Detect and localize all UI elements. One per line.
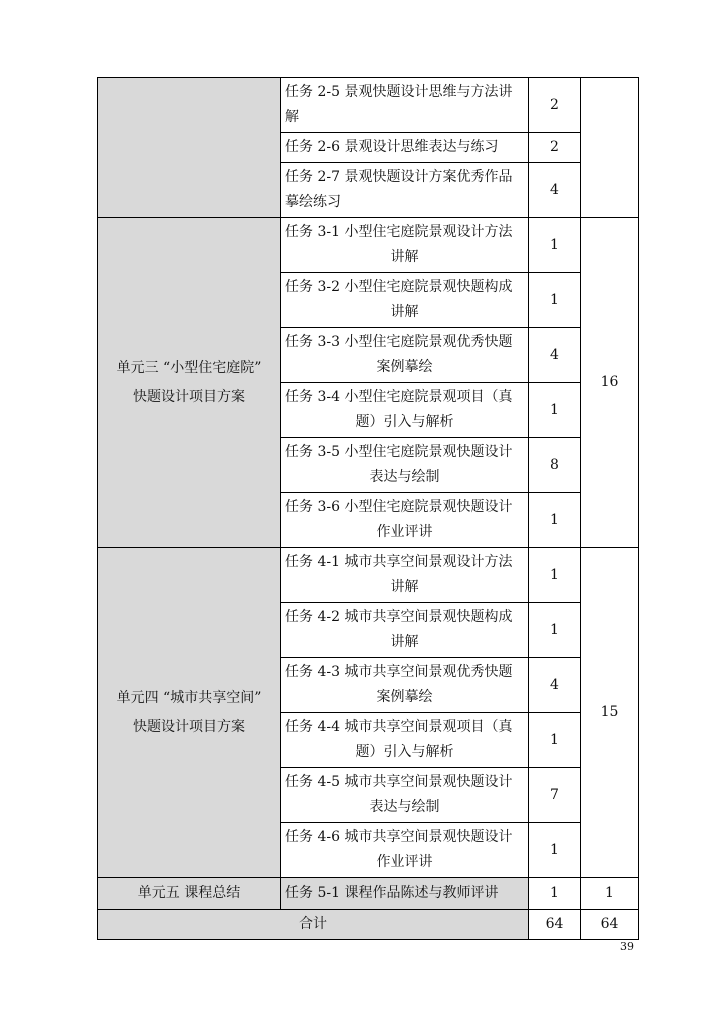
task-line1: 任务 4-2 城市共享空间景观快题构成: [285, 609, 513, 625]
task-line1: 任务 3-5 小型住宅庭院景观快题设计: [285, 444, 513, 460]
hours-cell: 4: [529, 658, 581, 713]
hours-cell: 1: [529, 218, 581, 273]
unit4-name-line1: 单元四 “城市共享空间”: [116, 689, 262, 706]
table-row: [98, 878, 639, 910]
task-cell: [281, 273, 529, 328]
unit3-name-cell: [98, 218, 281, 548]
task-cell: [281, 713, 529, 768]
hours-cell: 8: [529, 438, 581, 493]
task-cell: [281, 328, 529, 383]
page-number: 39: [620, 940, 634, 953]
summary-total: 64: [581, 910, 639, 940]
hours-cell: 2: [529, 78, 581, 133]
task-cell: [281, 493, 529, 548]
summary-label: 合计: [98, 910, 529, 940]
hours-cell: 1: [529, 493, 581, 548]
task-cell: [281, 823, 529, 878]
unit4-name-line2: 快题设计项目方案: [133, 718, 245, 735]
task-line2: 题）引入与解析: [355, 744, 454, 760]
task-line2: 题）引入与解析: [355, 414, 454, 430]
unit4-name-cell: [98, 548, 281, 878]
unit2-name-cell: [98, 78, 281, 218]
task-cell: [281, 133, 529, 163]
task-line1: 任务 4-1 城市共享空间景观设计方法: [285, 554, 513, 570]
task-line2: 表达与绘制: [369, 799, 440, 815]
table-row: [98, 218, 639, 273]
summary-row: [98, 910, 639, 940]
task-cell: [281, 438, 529, 493]
hours-cell: 1: [529, 383, 581, 438]
unit2-total-cell: [581, 78, 639, 218]
summary-hours: 64: [529, 910, 581, 940]
hours-cell: 1: [529, 273, 581, 328]
task-line1: 任务 3-2 小型住宅庭院景观快题构成: [285, 279, 513, 295]
unit5-name-cell: 单元五 课程总结: [98, 878, 281, 910]
table-row: [98, 548, 639, 603]
hours-cell: 4: [529, 328, 581, 383]
hours-cell: 2: [529, 133, 581, 163]
unit3-name-line1: 单元三 “小型住宅庭院”: [116, 359, 262, 376]
hours-cell: 1: [529, 548, 581, 603]
task-line1: 任务 4-3 城市共享空间景观优秀快题: [285, 664, 513, 680]
task-line2: 讲解: [390, 304, 419, 320]
task-cell: [281, 768, 529, 823]
task-line1: 任务 4-4 城市共享空间景观项目（真: [285, 719, 513, 735]
task-line2: 作业评讲: [376, 524, 433, 540]
task-cell: [281, 658, 529, 713]
task-text: 任务 2-6 景观设计思维表达与练习: [285, 139, 499, 155]
task-line1: 任务 4-6 城市共享空间景观快题设计: [285, 829, 513, 845]
task-line1: 任务 4-5 城市共享空间景观快题设计: [285, 774, 513, 790]
task-line2: 讲解: [390, 249, 419, 265]
task-line2: 讲解: [390, 634, 419, 650]
hours-cell: 7: [529, 768, 581, 823]
task-text: 任务 2-7 景观快题设计方案优秀作品摹绘练习: [285, 169, 513, 210]
task-cell: [281, 218, 529, 273]
unit4-total-cell: 15: [581, 548, 639, 878]
task-cell: [281, 603, 529, 658]
task-line1: 任务 3-6 小型住宅庭院景观快题设计: [285, 499, 513, 515]
task-text: 任务 2-5 景观快题设计思维与方法讲解: [285, 84, 513, 125]
hours-cell: 1: [529, 713, 581, 768]
task-line2: 讲解: [390, 579, 419, 595]
hours-cell: 1: [529, 823, 581, 878]
unit3-total-cell: 16: [581, 218, 639, 548]
task-line2: 表达与绘制: [369, 469, 440, 485]
task-cell: [281, 878, 529, 910]
task-line2: 作业评讲: [376, 854, 433, 870]
task-text: 任务 5-1 课程作品陈述与教师评讲: [285, 885, 499, 901]
unit3-name-line2: 快题设计项目方案: [133, 388, 245, 405]
task-line1: 任务 3-4 小型住宅庭院景观项目（真: [285, 389, 513, 405]
task-cell: [281, 163, 529, 218]
course-schedule-table: [97, 77, 639, 940]
task-line2: 案例摹绘: [376, 689, 433, 705]
table-row: [98, 78, 639, 133]
task-cell: [281, 78, 529, 133]
task-line2: 案例摹绘: [376, 359, 433, 375]
task-cell: [281, 548, 529, 603]
task-line1: 任务 3-3 小型住宅庭院景观优秀快题: [285, 334, 513, 350]
task-cell: [281, 383, 529, 438]
task-line1: 任务 3-1 小型住宅庭院景观设计方法: [285, 224, 513, 240]
unit5-total-cell: 1: [581, 878, 639, 910]
hours-cell: 4: [529, 163, 581, 218]
hours-cell: 1: [529, 603, 581, 658]
hours-cell: 1: [529, 878, 581, 910]
